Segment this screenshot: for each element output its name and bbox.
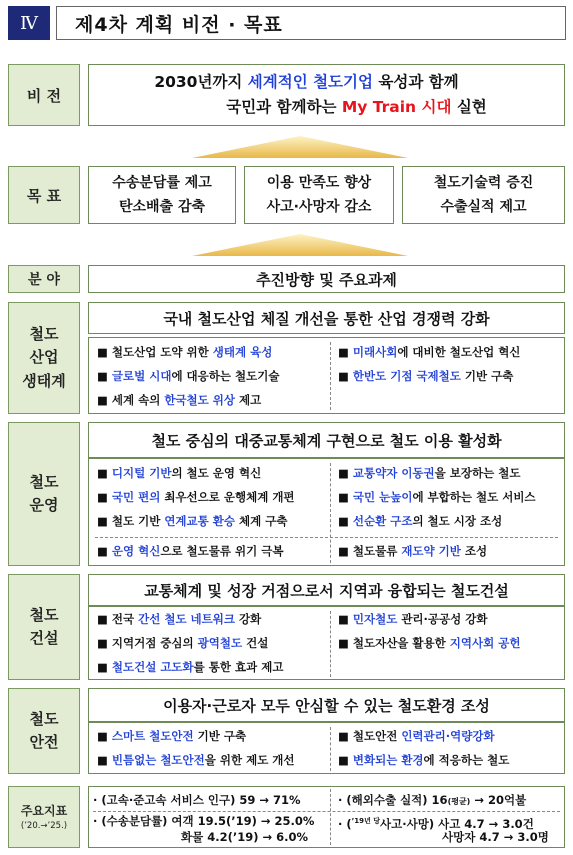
section-body-construction: [88, 606, 565, 680]
task-list-left: [97, 724, 295, 772]
section-label-operation: 철도 운영: [8, 422, 80, 566]
task-item: ■ 지역거점 중심의 광역철도 건설: [97, 631, 283, 655]
section-body-safety: [88, 722, 565, 774]
task-item: ■ 철도산업 도약 위한 생태계 육성: [97, 340, 279, 364]
task-item: ■ 글로벌 시대에 대응하는 철도기술: [97, 364, 279, 388]
kpi-item: 사망자 4.7 → 3.0명: [442, 830, 549, 844]
section-title-safety: 이용자·근로자 모두 안심할 수 있는 철도환경 조성: [88, 688, 565, 722]
section-label-construction: 철도 건설: [8, 574, 80, 680]
task-item: ■ 철도건설 고도화를 통한 효과 제고: [97, 655, 283, 679]
up-arrow-icon: [190, 134, 410, 160]
goal-box-3: 철도기술력 증진 수출실적 제고: [402, 166, 565, 224]
kpi-item: · (수송분담률) 여객 19.5(’19) → 25.0%: [93, 814, 315, 828]
task-item: ■ 철도물류 재도약 기반 조성: [338, 539, 487, 563]
kpi-label: 주요지표 (’20.→’25.): [8, 786, 80, 848]
task-list-right: [338, 461, 536, 533]
section-body-operation: [88, 458, 565, 566]
goal-label: 목 표: [8, 166, 80, 224]
row-divider: [95, 537, 558, 538]
task-list-left: [97, 461, 295, 533]
task-item: ■ 세계 속의 한국철도 위상 제고: [97, 388, 279, 412]
task-item: ■ 교통약자 이동권을 보장하는 철도: [338, 461, 536, 485]
task-list-right-logistics: [338, 539, 487, 563]
section-title-operation: 철도 중심의 대중교통체계 구현으로 철도 이용 활성화: [88, 422, 565, 458]
vision-line-1: 2030년까지 세계적인 철도기업 육성과 함께: [154, 73, 459, 92]
task-item: ■ 철도자산을 활용한 지역사회 공헌: [338, 631, 520, 655]
section-label-industry: 철도 산업 생태계: [8, 302, 80, 414]
chapter-number: Ⅳ: [8, 6, 50, 40]
task-item: ■ 철도안전 인력관리·역량강화: [338, 724, 509, 748]
column-divider: [330, 342, 331, 410]
task-item: ■ 한반도 기점 국제철도 기반 구축: [338, 364, 520, 388]
task-item: ■ 운영 혁신으로 철도물류 위기 극복: [97, 539, 283, 563]
task-list-right: [338, 340, 520, 388]
section-title-industry: 국내 철도산업 체질 개선을 통한 산업 경쟁력 강화: [88, 302, 565, 334]
kpi-box: [88, 786, 565, 848]
section-title-construction: 교통체계 및 성장 거점으로서 지역과 융합되는 철도건설: [88, 574, 565, 606]
field-label: 분 야: [8, 265, 80, 293]
task-item: ■ 디지털 기반의 철도 운영 혁신: [97, 461, 295, 485]
goal-box-2: 이용 만족도 향상 사고·사망자 감소: [244, 166, 394, 224]
task-item: ■ 철도 기반 연계교통 환승 체계 구축: [97, 509, 295, 533]
task-list-left: [97, 607, 283, 679]
task-list-left-logistics: [97, 539, 283, 563]
goal-box-1: 수송분담률 제고 탄소배출 감축: [88, 166, 236, 224]
kpi-item: 화물 4.2(’19) → 6.0%: [181, 830, 309, 844]
task-item: ■ 국민 편의 최우선으로 운행체계 개편: [97, 485, 295, 509]
task-item: ■ 민자철도 관리·공공성 강화: [338, 607, 520, 631]
vision-line-2: 국민과 함께하는 My Train 시대 실현: [226, 98, 487, 116]
task-list-right: [338, 607, 520, 655]
vision-label: 비 전: [8, 64, 80, 126]
section-label-safety: 철도 안전: [8, 688, 80, 774]
section-body-industry: [88, 337, 565, 414]
kpi-item: · (해외수출 실적) 16(평균) → 20억불: [338, 793, 527, 807]
task-item: ■ 국민 눈높이에 부합하는 철도 서비스: [338, 485, 536, 509]
kpi-item: · (고속·준고속 서비스 인구) 59 → 71%: [93, 793, 301, 807]
task-item: ■ 빈틈없는 철도안전을 위한 제도 개선: [97, 748, 295, 772]
column-divider: [330, 789, 331, 845]
task-item: ■ 미래사회에 대비한 철도산업 혁신: [338, 340, 520, 364]
task-item: ■ 전국 간선 철도 네트워크 강화: [97, 607, 283, 631]
task-item: ■ 변화되는 환경에 적응하는 철도: [338, 748, 509, 772]
task-list-right: [338, 724, 509, 772]
task-item: ■ 선순환 구조의 철도 시장 조성: [338, 509, 536, 533]
task-list-left: [97, 340, 279, 412]
vision-box: [88, 64, 565, 126]
column-divider: [330, 463, 331, 563]
field-heading: 추진방향 및 주요과제: [88, 265, 565, 293]
column-divider: [330, 727, 331, 771]
column-divider: [330, 611, 331, 677]
up-arrow-icon: [190, 232, 410, 258]
task-item: ■ 스마트 철도안전 기반 구축: [97, 724, 295, 748]
page-title: 제4차 계획 비전 · 목표: [56, 6, 566, 40]
kpi-item: · ($^{’19년 당}$사고·사망) 사고 4.7 → 3.0건: [338, 816, 534, 831]
